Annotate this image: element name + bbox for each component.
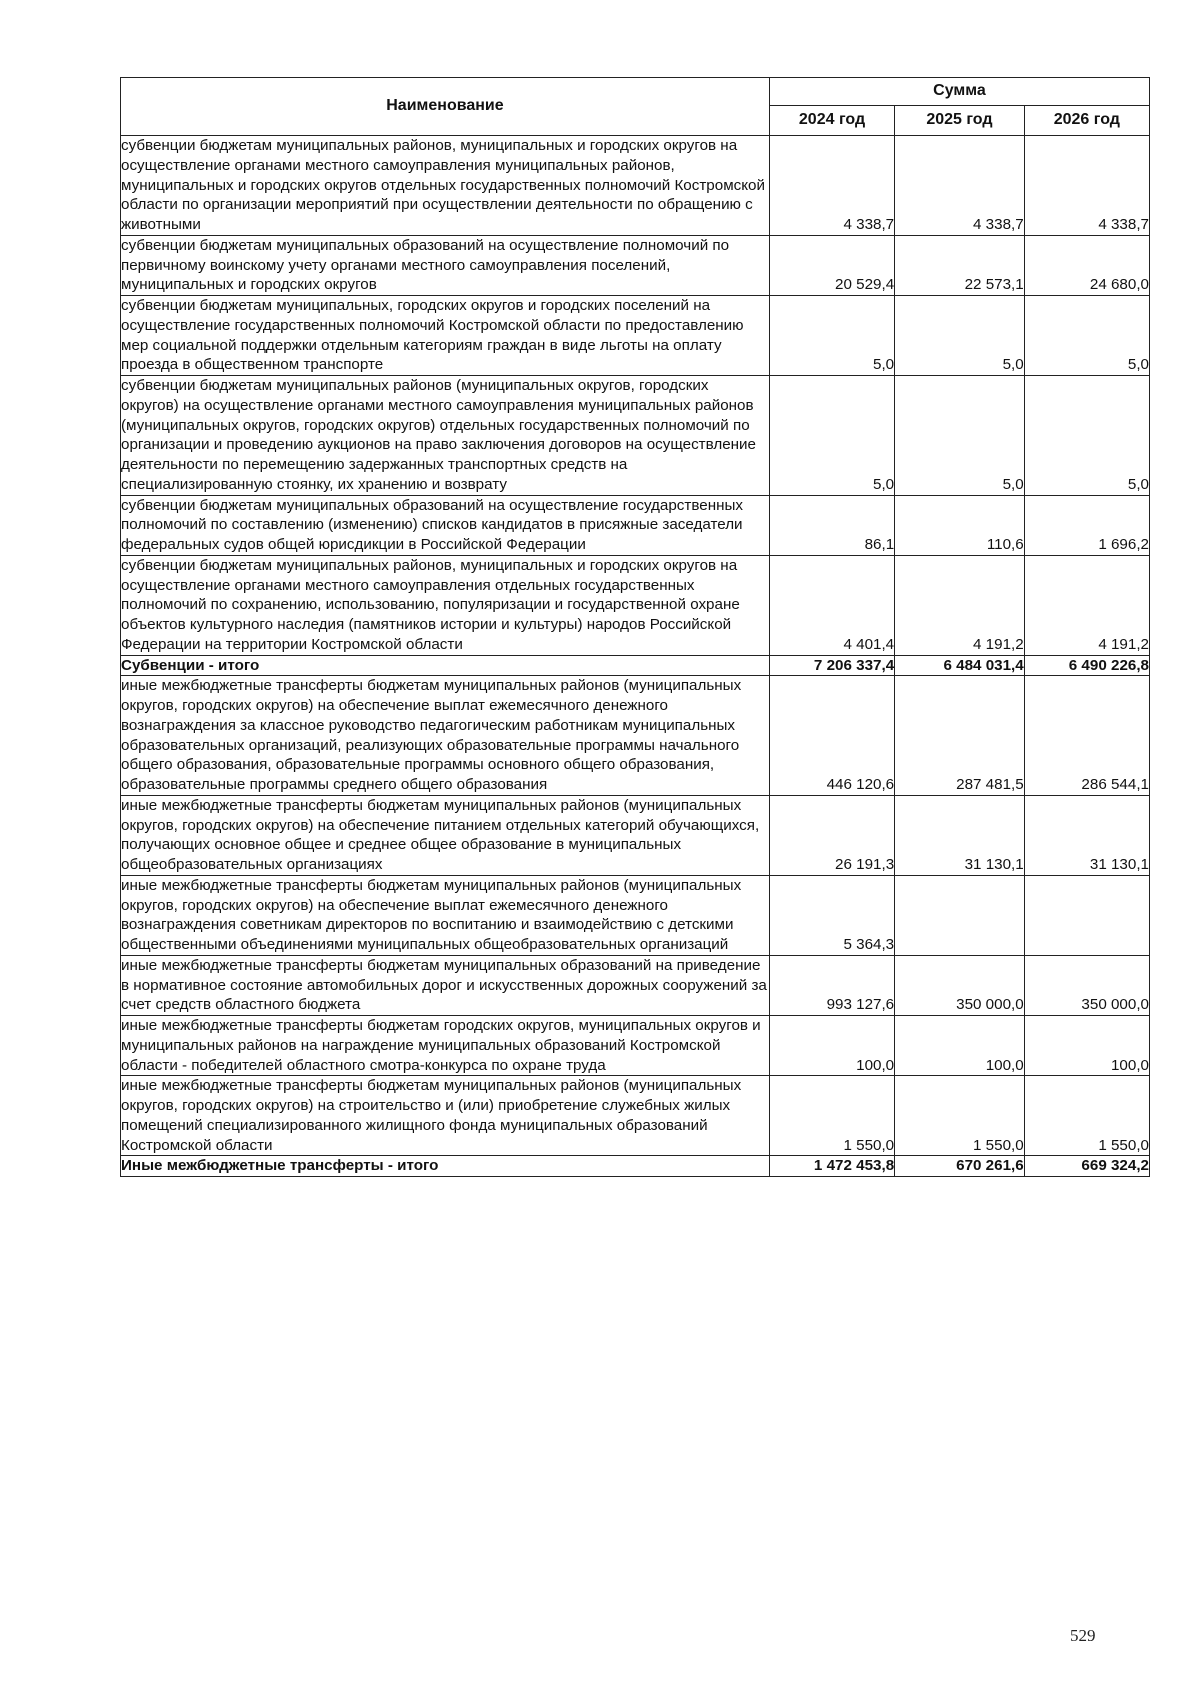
row-value-2026: 350 000,0 [1024, 955, 1149, 1015]
header-row-1 [121, 78, 1150, 106]
row-value-2026: 5,0 [1024, 376, 1149, 496]
row-name: субвенции бюджетам муниципальных образований на осуществление полномочий по первичному воинскому учету органами местного самоуправления поселений, муниципальных и городских округов [121, 235, 770, 295]
row-value-2025: 287 481,5 [895, 676, 1025, 796]
row-value-2024: 1 550,0 [769, 1076, 894, 1156]
row-name: Субвенции - итого [121, 655, 770, 676]
header-2025: 2025 год [895, 106, 1025, 136]
table-row [121, 1076, 1150, 1156]
table-row [121, 555, 1150, 655]
row-name: иные межбюджетные трансферты бюджетам муниципальных районов (муниципальных округов, городских округов) на строительство и (или) приобретение служебных жилых помещений специализированного жилищного фонда муниципальных образований Костромской области [121, 1076, 770, 1156]
row-name: субвенции бюджетам муниципальных районов, муниципальных и городских округов на осуществление органами местного самоуправления муниципальных районов, муниципальных и городских округов отдельных государственных полномочий Костромской области по организации мероприятий при осуществлении деятельности по обращению с животными [121, 136, 770, 236]
row-value-2026: 4 191,2 [1024, 555, 1149, 655]
row-value-2024: 7 206 337,4 [769, 655, 894, 676]
row-value-2025: 6 484 031,4 [895, 655, 1025, 676]
row-value-2024: 446 120,6 [769, 676, 894, 796]
row-value-2025: 4 338,7 [895, 136, 1025, 236]
row-value-2025: 31 130,1 [895, 795, 1025, 875]
table-row [121, 955, 1150, 1015]
header-sum: Сумма [769, 78, 1149, 106]
table-row [121, 495, 1150, 555]
row-name: иные межбюджетные трансферты бюджетам муниципальных районов (муниципальных округов, городских округов) на обеспечение выплат ежемесячного денежного вознаграждения советникам директоров по воспитанию и взаимодействию с детскими общественными объединениями муниципальных общеобразовательных организаций [121, 875, 770, 955]
row-name: иные межбюджетные трансферты бюджетам муниципальных районов (муниципальных округов, городских округов) на обеспечение питанием отдельных категорий обучающихся, получающих основное общее и среднее общее образование в муниципальных общеобразовательных организациях [121, 795, 770, 875]
row-value-2025: 5,0 [895, 376, 1025, 496]
row-value-2026: 286 544,1 [1024, 676, 1149, 796]
total-row [121, 1156, 1150, 1177]
row-value-2024: 20 529,4 [769, 235, 894, 295]
row-value-2025 [895, 875, 1025, 955]
row-value-2026: 669 324,2 [1024, 1156, 1149, 1177]
row-value-2024: 5 364,3 [769, 875, 894, 955]
row-value-2025: 670 261,6 [895, 1156, 1025, 1177]
row-value-2026: 100,0 [1024, 1016, 1149, 1076]
row-value-2026: 1 550,0 [1024, 1076, 1149, 1156]
header-2026: 2026 год [1024, 106, 1149, 136]
row-name: иные межбюджетные трансферты бюджетам муниципальных образований на приведение в нормативное состояние автомобильных дорог и искусственных дорожных сооружений за счет средств областного бюджета [121, 955, 770, 1015]
table-row [121, 676, 1150, 796]
row-value-2025: 110,6 [895, 495, 1025, 555]
row-value-2025: 350 000,0 [895, 955, 1025, 1015]
row-value-2026: 6 490 226,8 [1024, 655, 1149, 676]
header-name: Наименование [121, 78, 770, 136]
row-value-2026: 4 338,7 [1024, 136, 1149, 236]
row-value-2025: 4 191,2 [895, 555, 1025, 655]
row-value-2024: 5,0 [769, 296, 894, 376]
total-row [121, 655, 1150, 676]
table-row [121, 235, 1150, 295]
budget-table [120, 77, 1150, 1177]
table-row [121, 296, 1150, 376]
row-name: субвенции бюджетам муниципальных районов, муниципальных и городских округов на осуществление органами местного самоуправления отдельных государственных полномочий по сохранению, использованию, популяризации и государственной охране объектов культурного наследия (памятников истории и культуры) народов Российской Федерации на территории Костромской области [121, 555, 770, 655]
row-name: субвенции бюджетам муниципальных, городских округов и городских поселений на осуществление государственных полномочий Костромской области по предоставлению мер социальной поддержки отдельным категориям граждан в виде льготы на оплату проезда в общественном транспорте [121, 296, 770, 376]
row-value-2024: 4 401,4 [769, 555, 894, 655]
row-value-2026: 5,0 [1024, 296, 1149, 376]
row-name: иные межбюджетные трансферты бюджетам городских округов, муниципальных округов и муниципальных районов на награждение муниципальных образований Костромской области - победителей областного смотра-конкурса по охране труда [121, 1016, 770, 1076]
row-value-2024: 993 127,6 [769, 955, 894, 1015]
row-value-2024: 86,1 [769, 495, 894, 555]
row-value-2024: 100,0 [769, 1016, 894, 1076]
row-value-2024: 26 191,3 [769, 795, 894, 875]
row-value-2026: 31 130,1 [1024, 795, 1149, 875]
row-value-2025: 100,0 [895, 1016, 1025, 1076]
row-value-2025: 5,0 [895, 296, 1025, 376]
table-body [121, 136, 1150, 1177]
row-value-2025: 22 573,1 [895, 235, 1025, 295]
row-value-2026: 1 696,2 [1024, 495, 1149, 555]
page-number: 529 [1070, 1626, 1096, 1645]
row-value-2026: 24 680,0 [1024, 235, 1149, 295]
table-row [121, 376, 1150, 496]
row-value-2025: 1 550,0 [895, 1076, 1025, 1156]
row-name: Иные межбюджетные трансферты - итого [121, 1156, 770, 1177]
row-value-2026 [1024, 875, 1149, 955]
row-name: субвенции бюджетам муниципальных районов (муниципальных округов, городских округов) на осуществление органами местного самоуправления муниципальных районов (муниципальных округов, городских округов) отдельных государственных полномочий по организации и проведению аукционов на право заключения договоров на осуществление деятельности по перемещению задержанных транспортных средств на специализированную стоянку, их хранению и возврату [121, 376, 770, 496]
table-row [121, 1016, 1150, 1076]
row-value-2024: 5,0 [769, 376, 894, 496]
row-value-2024: 1 472 453,8 [769, 1156, 894, 1177]
header-2024: 2024 год [769, 106, 894, 136]
table-row [121, 795, 1150, 875]
table-row [121, 875, 1150, 955]
table-row [121, 136, 1150, 236]
row-name: иные межбюджетные трансферты бюджетам муниципальных районов (муниципальных округов, городских округов) на обеспечение выплат ежемесячного денежного вознаграждения за классное руководство педагогическим работникам муниципальных образовательных организаций, реализующих образовательные программы начального общего образования, образовательные программы основного общего образования, образовательные программы среднего общего образования [121, 676, 770, 796]
row-name: субвенции бюджетам муниципальных образований на осуществление государственных полномочий по составлению (изменению) списков кандидатов в присяжные заседатели федеральных судов общей юрисдикции в Российской Федерации [121, 495, 770, 555]
row-value-2024: 4 338,7 [769, 136, 894, 236]
